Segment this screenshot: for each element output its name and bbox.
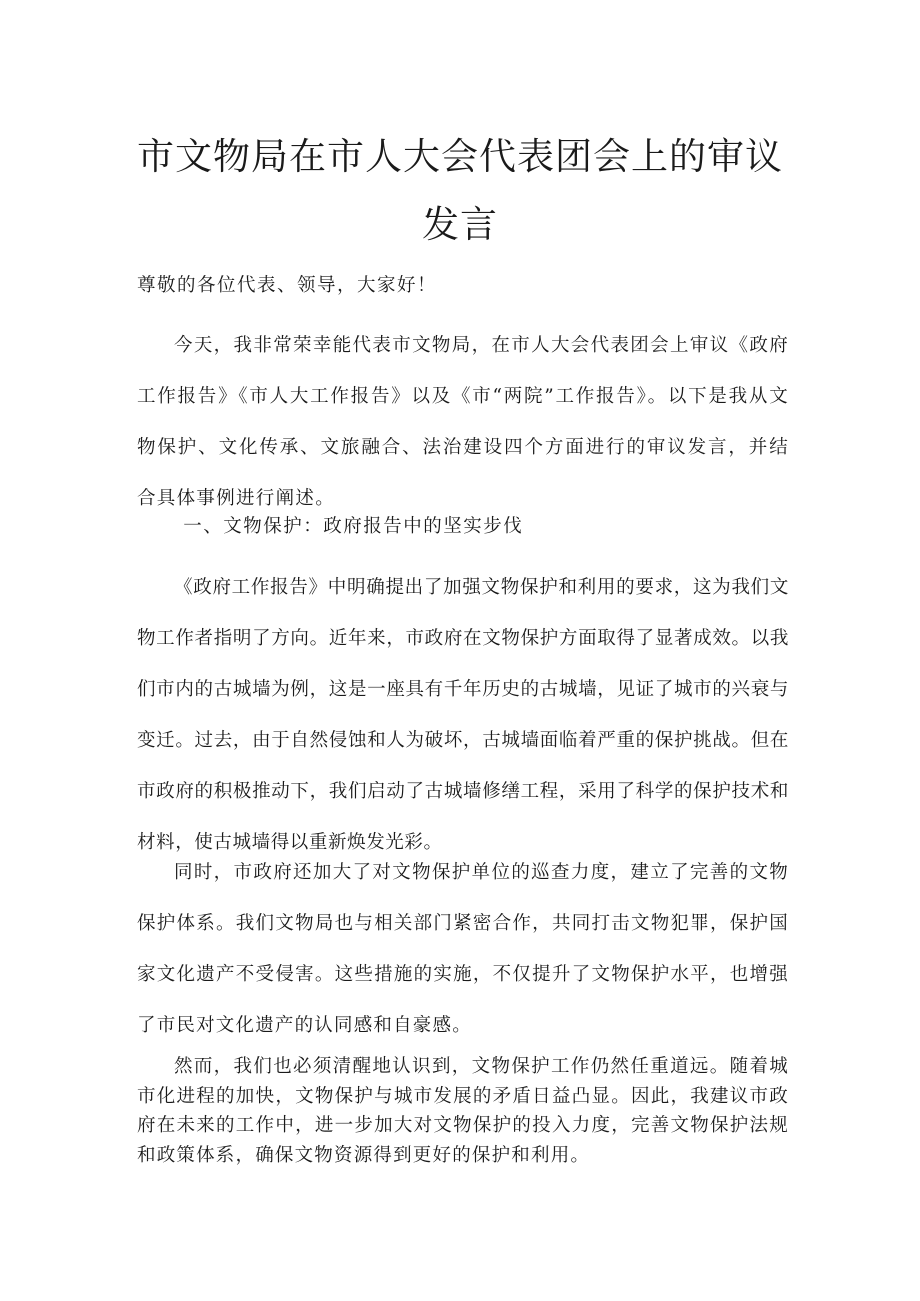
paragraph-intro: 今天，我非常荣幸能代表市文物局，在市人大会代表团会上审议《政府工作报告》《市人大工作报告》以及《市“两院”工作报告》。以下是我从文物保护、文化传承、文旅融合、法治建设四个方面进行的审议发言，并结合具体事例进行阐述。: [137, 335, 789, 509]
paragraph-inspection: 同时，市政府还加大了对文物保护单位的巡查力度，建立了完善的文物保护体系。我们文物局也与相关部门紧密合作，共同打击文物犯罪，保护国家文化遗产不受侵害。这些措施的实施，不仅提升了文物保护水平，也增强了市民对文化遗产的认同感和自豪感。: [137, 862, 789, 1036]
paragraph-government-report: 《政府工作报告》中明确提出了加强文物保护和利用的要求，这为我们文物工作者指明了方向。近年来，市政府在文物保护方面取得了显著成效。以我们市内的古城墙为例，这是一座具有千年历史的古城墙，见证了城市的兴衰与变迁。过去，由于自然侵蚀和人为破坏，古城墙面临着严重的保护挑战。但在市政府的积极推动下，我们启动了古城墙修缮工程，采用了科学的保护技术和材料，使古城墙得以重新焕发光彩。: [137, 577, 789, 853]
document-title-line2: 发言: [422, 203, 498, 246]
paragraph-suggestion: 然而，我们也必须清醒地认识到，文物保护工作仍然任重道远。随着城市化进程的加快，文物保护与城市发展的矛盾日益凸显。因此，我建议市政府在未来的工作中，进一步加大对文物保护的投入力度，完善文物保护法规和政策体系，确保文物资源得到更好的保护和利用。: [137, 1056, 789, 1166]
section-heading-1: 一、文物保护：政府报告中的坚实步伐: [183, 516, 524, 537]
document-title-line1: 市文物局在市人大会代表团会上的审议: [137, 135, 783, 178]
greeting: 尊敬的各位代表、领导，大家好！: [137, 275, 438, 296]
